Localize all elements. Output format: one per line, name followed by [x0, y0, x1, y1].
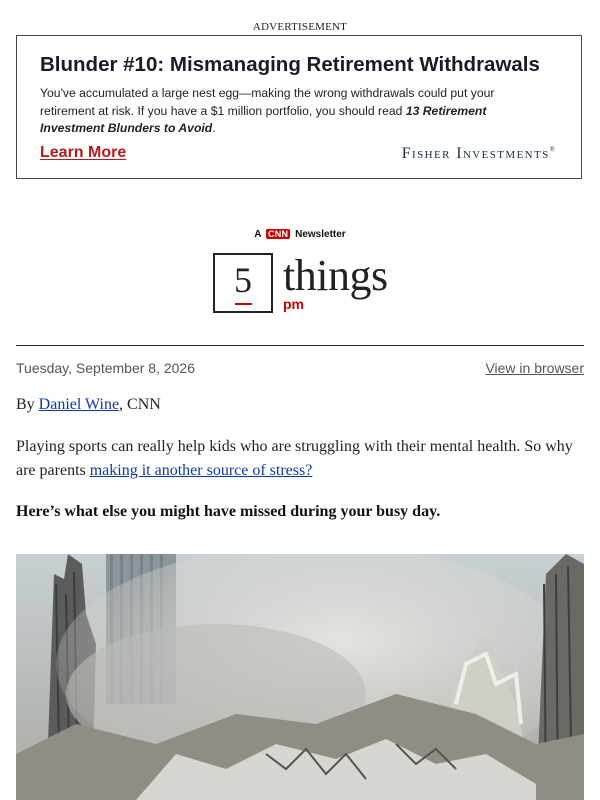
- logo-red-rule: [235, 303, 252, 305]
- ad-book-title: 13 Retirement Investment Blunders to Avoid: [40, 103, 487, 135]
- ad-body: [40, 85, 540, 138]
- author-link[interactable]: Daniel Wine: [38, 396, 120, 413]
- registered-mark: ®: [549, 145, 555, 154]
- hero-photo-illustration: [16, 554, 584, 800]
- byline: [16, 396, 161, 414]
- five-things-logo-box: [213, 253, 273, 313]
- byline-suffix: , CNN: [119, 396, 161, 413]
- tag-prefix: A: [254, 229, 262, 240]
- missed-heading: Here’s what else you might have missed during your busy day.: [16, 503, 441, 520]
- intro-paragraph: [16, 435, 584, 483]
- newsletter-tagline: [0, 229, 600, 240]
- brand-name: Fisher Investments: [401, 145, 550, 162]
- byline-prefix: By: [16, 396, 35, 413]
- ad-body-end: .: [212, 121, 216, 135]
- logo-number: 5: [234, 260, 252, 300]
- logo-edition: pm: [283, 296, 304, 312]
- ad-banner[interactable]: [16, 35, 582, 179]
- logo-word: things: [283, 251, 388, 300]
- story-link[interactable]: making it another source of stress?: [89, 462, 313, 479]
- ad-body-text: You've accumulated a large nest egg—making the wrong withdrawals could put your retirement at risk. If you have a $1 million portfolio, you should read: [40, 86, 495, 118]
- header-divider: [16, 345, 584, 346]
- advertisement-label: ADVERTISEMENT: [252, 21, 348, 33]
- fisher-investments-logo: [402, 145, 555, 163]
- tag-suffix: Newsletter: [295, 229, 346, 240]
- issue-date: Tuesday, September 8, 2026: [16, 360, 195, 376]
- intro-text: Playing sports can really help kids who are struggling with their mental health. So why are parents: [16, 438, 573, 479]
- cnn-logo: CNN: [267, 229, 289, 239]
- learn-more-link[interactable]: Learn More: [40, 144, 127, 161]
- hero-photo-wreckage: [16, 554, 584, 800]
- ad-title: Blunder #10: Mismanaging Retirement Withdrawals: [40, 53, 540, 76]
- view-in-browser-link[interactable]: View in browser: [485, 360, 584, 376]
